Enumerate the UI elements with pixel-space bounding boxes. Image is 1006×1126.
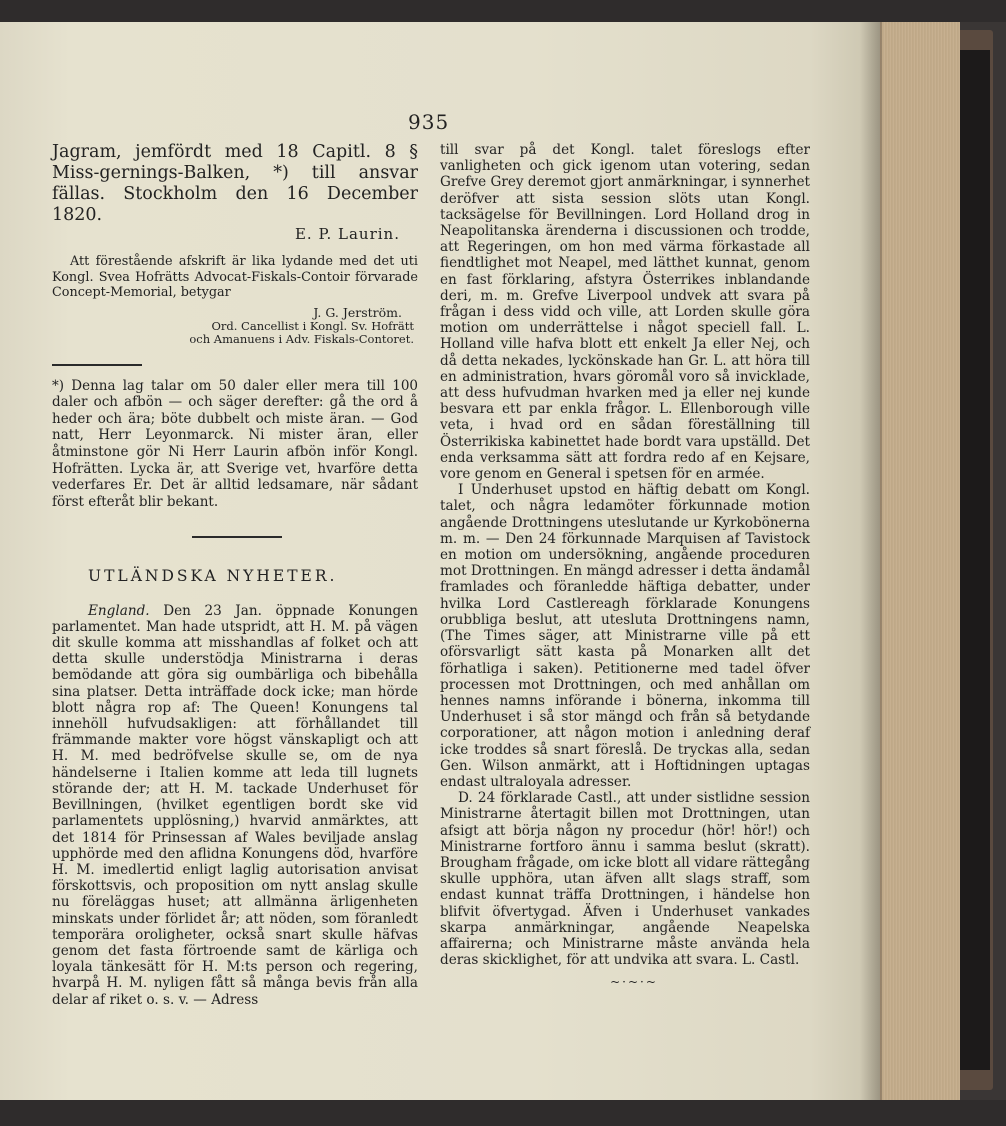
end-ornament: ~·~·~ [610, 975, 658, 990]
right-paragraph-1: till svar på det Kongl. talet föreslogs efter vanligheten och gick igenom utan votering, sedan Grefve Grey deremot gjort anmärkningar, i synnerhet deröfver att sista session slöts utan Kongl. tacksägelse för Bevillningen. Lord Holland drog in Neapolitanska ärenderna i discussionen och trodde, att Regeringen, om hon med värma förkastade all fiendtlighet mot Neapel, med lätthet kunnat, genom en fast förklaring, afstyra Österrikes inblandande deri, m. m. Grefve Liverpool undvek att svara på frågan i dess vidd och ville, att Lorden skulle göra motion om underrättelse i något speciell fall. L. Holland ville hafva blott ett enkelt Ja eller Nej, och då detta nekades, lyckönskade han Gr. L. att höra till en administration, hvars göromål voro så invicklade, att dess hufvudman hvarken med ja eller nej kunde besvara ett par enkla frågor. L. Ellenborough ville veta, i hvad ord en sådan föreställning till Österrikiska kabinettet hade bordt vara upställd. Det enda verksamma sätt att fordra redo af en Kejsare, vore genom en General i spetsen för en armée. [440, 142, 810, 483]
bottom-frame [0, 1100, 1006, 1126]
page-number: 935 [408, 110, 450, 134]
right-column [440, 142, 810, 991]
attestation: Att förestående afskrift är lika lydande med det uti Kongl. Svea Hofrätts Advocat-Fiskals-Contoir förvarade Concept-Memorial, betygar [52, 254, 418, 301]
top-frame [0, 0, 1006, 22]
attestation-role-2: och Amanuens i Adv. Fiskals-Contoret. [189, 331, 414, 346]
book-page [0, 22, 880, 1100]
section-divider [192, 536, 282, 538]
england-news [52, 603, 418, 1008]
left-column [52, 142, 418, 1008]
footnote-rule [52, 364, 142, 366]
england-label: England. [88, 602, 150, 619]
signature: E. P. Laurin. [294, 225, 400, 243]
england-news-text: Den 23 Jan. öppnade Konungen parlamentet. Man hade utspridt, att H. M. på vägen dit skulle komma att misshandlas af folket och att detta skulle understödja Ministrarna i deras bemödande att göra sig oumbärliga och bibehålla sina platser. Detta inträffade dock icke; man hörde blott några rop af: The Queen! Konungens tal innehöll hufvudsakligen: att förhållandet till främmande makter vore högst vänskapligt och att H. M. med bedröfvelse skulle se, om de nya händelserne i Italien komme att leda till lugnets störande der; att H. M. tackade Underhuset för Bevillningen, (hvilket egentligen bordt ske vid parlamentets upplösning,) hvarvid anmärktes, att det 1814 för Prinsessan af Wales beviljade anslag upphörde med den aflidna Konungens död, hvarföre H. M. imedlertid enligt laglig autorisation anvisat förskottsvis, och proposition om nytt anslag skulle nu föreläggas huset; att allmänna ärligenheten minskats under förlidet år; att nöden, som föranledt temporära oroligheter, också snart skulle häfvas genom det fasta förtroende samt de kärliga och loyala tänkesätt för H. M:ts person och regering, hvarpå H. M. nyligen fått så många bevis från alla delar af riket o. s. v. — Adress [52, 602, 418, 1008]
attestation-name: J. G. Jerström. [313, 304, 402, 320]
lead-paragraph: Jagram, jemfördt med 18 Capitl. 8 § Miss-gernings-Balken, *) till ansvar fällas. Stockholm den 16 December 1820. [52, 142, 418, 225]
section-heading: UTLÄNDSKA NYHETER. [88, 567, 338, 586]
footnote: *) Denna lag talar om 50 daler eller mera till 100 daler och afbön — och säger derefter: gå the ord å heder och ära; böte dubbelt och miste äran. — God natt, Herr Leyonmarck. Ni mister äran, eller åtminstone gör Ni Herr Laurin afbön inför Kongl. Hofrätten. Lycka är, att Sverige vet, hvarföre detta vederfares Er. Det är alltid ledsamare, när sådant först efteråt blir bekant. [52, 377, 418, 510]
page-edges [880, 22, 960, 1100]
gutter-shadow [860, 22, 882, 1100]
attestation-role-1: Ord. Cancellist i Kongl. Sv. Hofrätt [211, 318, 414, 333]
book-spine-shadow [960, 50, 990, 1070]
right-paragraph-3: D. 24 förklarade Castl., att under sistlidne session Ministrarne återtagit billen mot Drottningen, utan afsigt att börja någon ny procedur (hör! hör!) och Ministrarne fortforo ännu i samma beslut (skratt). Brougham frågade, om icke blott all vidare rättegång skulle upphöra, utan äfven allt slags straff, som endast kunnat träffa Drottningen, i händelse hon blifvit öfvertygad. Äfven i Underhuset vankades skarpa anmärkningar, angående Neapelska affairerna; och Ministrarne måste använda hela deras skicklighet, för att undvika att svara. L. Castl. [440, 790, 810, 969]
right-paragraph-2: I Underhuset upstod en häftig debatt om Kongl. talet, och några ledamöter förkunnade motion angående Drottningens uteslutande ur Kyrkobönerna m. m. — Den 24 förkunnade Marquisen af Tavistock en motion om undersökning, angående proceduren mot Drottningen. En mängd adresser i detta ändamål framlades och föranledde häftiga debatter, under hvilka Lord Castlereagh förklarade Konungens orubbliga beslut, att utesluta Drottningens namn, (The Times säger, att Ministrarne ville på ett oförsvarligt sätt kasta på Monarken allt det förhatliga i saken). Petitionerne med tadel öfver processen mot Drottningen, och med anhållan om hennes namns införande i bönerna, inkomma till Underhuset i så stor mängd och från så betydande corporationer, att någon motion i anledning deraf icke troddes så snart föreslå. De tryckas alla, sedan Gen. Wilson anmärkt, att i Hoftidningen uptagas endast ultraloyala adresser. [440, 482, 810, 790]
